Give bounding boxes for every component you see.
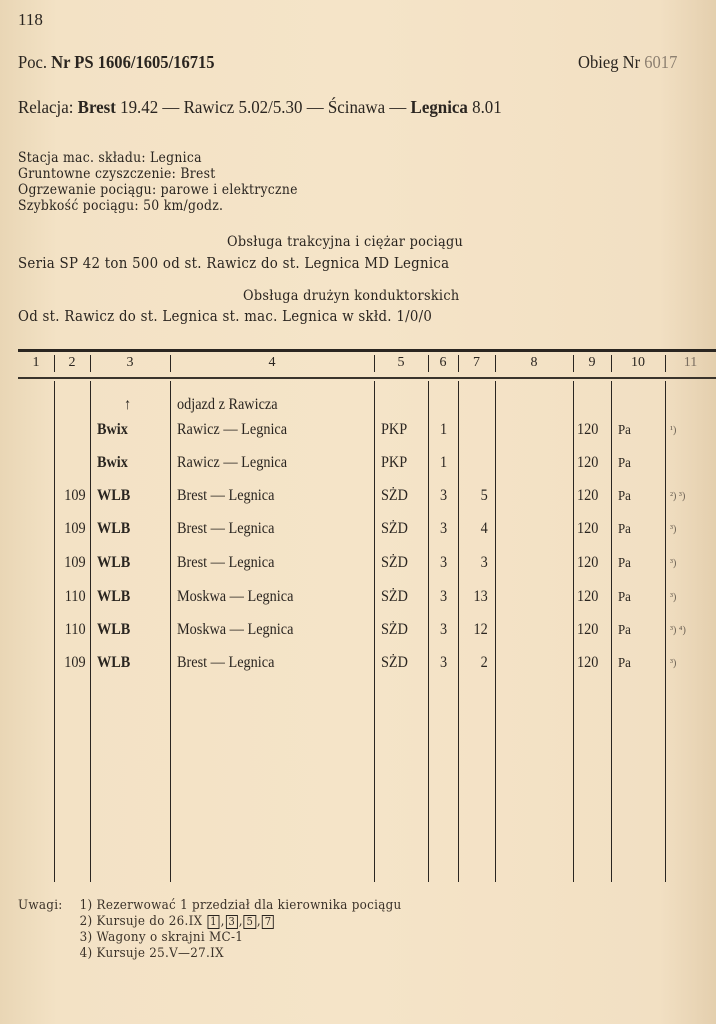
cell-col-3: WLB xyxy=(97,621,131,638)
cell-col-5: PKP xyxy=(381,421,408,438)
cell-col-5: SŻD xyxy=(381,588,408,605)
cell-col-6: 3 xyxy=(440,588,448,605)
table-top-rule xyxy=(18,349,716,352)
cell-col-6: 3 xyxy=(440,554,448,571)
column-divider xyxy=(90,381,91,882)
cell-col-5: SŻD xyxy=(381,487,408,504)
cell-col-4: Rawicz — Legnica xyxy=(177,454,288,471)
relation-segment: Legnica xyxy=(410,97,468,117)
cell-col-4: Rawicz — Legnica xyxy=(177,421,288,438)
cell-col-10: Pa xyxy=(618,623,631,638)
column-header: 6 xyxy=(439,355,447,370)
note-row-text: odjazd z Rawicza xyxy=(177,396,278,413)
train-info xyxy=(18,150,298,214)
info-line: Gruntowne czyszczenie: Brest xyxy=(18,166,216,182)
cell-col-4: Brest — Legnica xyxy=(177,654,275,671)
cell-col-2: 109 xyxy=(64,554,86,571)
cell-col-2: 109 xyxy=(64,520,86,537)
cell-col-4: Brest — Legnica xyxy=(177,487,275,504)
info-line: Ogrzewanie pociągu: parowe i elektryczne xyxy=(18,182,298,198)
train-prefix: Poc. xyxy=(18,52,47,72)
remark-number: 4) xyxy=(79,946,93,961)
day-box: 1 xyxy=(207,915,219,929)
cell-col-11: ²) ³) xyxy=(670,490,686,502)
remark-text: Rezerwować 1 przedział dla kierownika pociągu xyxy=(96,898,402,913)
relation-route xyxy=(78,97,502,117)
column-header: 9 xyxy=(588,355,596,370)
cell-col-11: ³) ⁴) xyxy=(670,624,686,636)
day-box: 7 xyxy=(262,915,274,929)
traction-text: Seria SP 42 ton 500 od st. Rawicz do st. Legnica MD Legnica xyxy=(18,256,450,272)
obieg-number: 6017 xyxy=(644,52,678,72)
cell-col-10: Pa xyxy=(618,489,631,504)
column-divider xyxy=(54,381,55,882)
cell-col-9: 120 xyxy=(577,421,599,438)
cell-col-3: Bwix xyxy=(97,421,128,438)
relation-segment: Brest xyxy=(77,97,116,117)
cell-col-6: 1 xyxy=(440,421,448,438)
column-divider xyxy=(573,381,574,882)
cell-col-11: ³) xyxy=(670,523,677,535)
cell-col-9: 120 xyxy=(577,554,599,571)
cell-col-2: 110 xyxy=(64,588,86,605)
column-divider xyxy=(611,381,612,882)
cell-col-9: 120 xyxy=(577,520,599,537)
relation-segment: 19.42 — Rawicz 5.02/5.30 — Ścinawa — xyxy=(115,97,411,117)
remark-text: Wagony o skrajni MC-1 xyxy=(96,930,244,945)
cell-col-6: 3 xyxy=(440,654,448,671)
remark-number: 2) xyxy=(79,914,93,929)
relation-line xyxy=(18,97,502,118)
day-box: 3 xyxy=(226,915,238,929)
column-header: 11 xyxy=(683,355,698,370)
remark-number: 3) xyxy=(79,930,93,945)
cell-col-5: PKP xyxy=(381,454,408,471)
train-number-line xyxy=(18,52,215,73)
cell-col-9: 120 xyxy=(577,588,599,605)
cell-col-4: Moskwa — Legnica xyxy=(177,621,294,638)
day-box: 5 xyxy=(244,915,256,929)
cell-col-10: Pa xyxy=(618,656,631,671)
cell-col-11: ¹) xyxy=(670,424,677,436)
remark-number: 1) xyxy=(79,898,93,913)
cell-col-9: 120 xyxy=(577,487,599,504)
cell-col-2: 109 xyxy=(64,654,86,671)
cell-col-7: 5 xyxy=(480,487,488,504)
remark-text: Kursuje do 26.IX xyxy=(96,914,203,929)
column-header: 8 xyxy=(530,355,538,370)
train-number: Nr PS 1606/1605/16715 xyxy=(51,52,215,72)
remarks-label: Uwagi: xyxy=(18,898,63,913)
up-arrow-icon: ↑ xyxy=(124,396,132,413)
cell-col-10: Pa xyxy=(618,456,631,471)
cell-col-3: WLB xyxy=(97,487,131,504)
cell-col-10: Pa xyxy=(618,556,631,571)
cell-col-7: 3 xyxy=(480,554,488,571)
column-divider xyxy=(374,381,375,882)
cell-col-5: SŻD xyxy=(381,654,408,671)
relation-segment: 8.01 xyxy=(467,97,502,117)
crew-heading: Obsługa drużyn konduktorskich xyxy=(243,288,460,304)
column-divider xyxy=(170,381,171,882)
cell-col-4: Brest — Legnica xyxy=(177,554,275,571)
obieg-label: Obieg Nr xyxy=(578,52,641,72)
info-line: Stacja mac. składu: Legnica xyxy=(18,150,202,166)
info-line: Szybkość pociągu: 50 km/godz. xyxy=(18,198,224,214)
cell-col-6: 3 xyxy=(440,520,448,537)
table-header-rule xyxy=(18,377,716,379)
cell-col-2: 110 xyxy=(64,621,86,638)
crew-text: Od st. Rawicz do st. Legnica st. mac. Legnica w skłd. 1/0/0 xyxy=(18,309,433,325)
cell-col-7: 2 xyxy=(480,654,488,671)
column-header: 3 xyxy=(126,355,134,370)
cell-col-4: Moskwa — Legnica xyxy=(177,588,294,605)
cell-col-7: 12 xyxy=(473,621,488,638)
cell-col-5: SŻD xyxy=(381,520,408,537)
page-number: 118 xyxy=(18,10,43,29)
cell-col-7: 13 xyxy=(473,588,488,605)
cell-col-11: ³) xyxy=(670,591,677,603)
obieg-line xyxy=(578,52,677,73)
remark-text: Kursuje 25.V—27.IX xyxy=(96,946,224,961)
cell-col-10: Pa xyxy=(618,590,631,605)
relation-label: Relacja: xyxy=(18,97,74,117)
remarks xyxy=(18,898,402,962)
column-divider xyxy=(428,381,429,882)
cell-col-3: Bwix xyxy=(97,454,128,471)
cell-col-5: SŻD xyxy=(381,621,408,638)
cell-col-11: ³) xyxy=(670,657,677,669)
cell-col-3: WLB xyxy=(97,520,131,537)
cell-col-2: 109 xyxy=(64,487,86,504)
cell-col-9: 120 xyxy=(577,621,599,638)
cell-col-3: WLB xyxy=(97,588,131,605)
cell-col-3: WLB xyxy=(97,554,131,571)
traction-heading: Obsługa trakcyjna i ciężar pociągu xyxy=(227,234,464,250)
cell-col-9: 120 xyxy=(577,454,599,471)
column-header: 1 xyxy=(32,355,40,370)
column-header: 4 xyxy=(268,355,276,370)
cell-col-11: ³) xyxy=(670,557,677,569)
column-header: 5 xyxy=(397,355,405,370)
column-header: 10 xyxy=(631,355,645,370)
cell-col-6: 1 xyxy=(440,454,448,471)
cell-col-10: Pa xyxy=(618,423,631,438)
column-divider xyxy=(495,381,496,882)
cell-col-6: 3 xyxy=(440,621,448,638)
column-header: 2 xyxy=(68,355,76,370)
cell-col-7: 4 xyxy=(480,520,488,537)
remark-days: 1 , 3 , 5 , 7 xyxy=(206,914,275,929)
column-divider xyxy=(665,381,666,882)
column-header: 7 xyxy=(473,355,480,370)
cell-col-4: Brest — Legnica xyxy=(177,520,275,537)
cell-col-5: SŻD xyxy=(381,554,408,571)
column-divider xyxy=(458,381,459,882)
cell-col-6: 3 xyxy=(440,487,448,504)
cell-col-3: WLB xyxy=(97,654,131,671)
cell-col-9: 120 xyxy=(577,654,599,671)
cell-col-10: Pa xyxy=(618,522,631,537)
